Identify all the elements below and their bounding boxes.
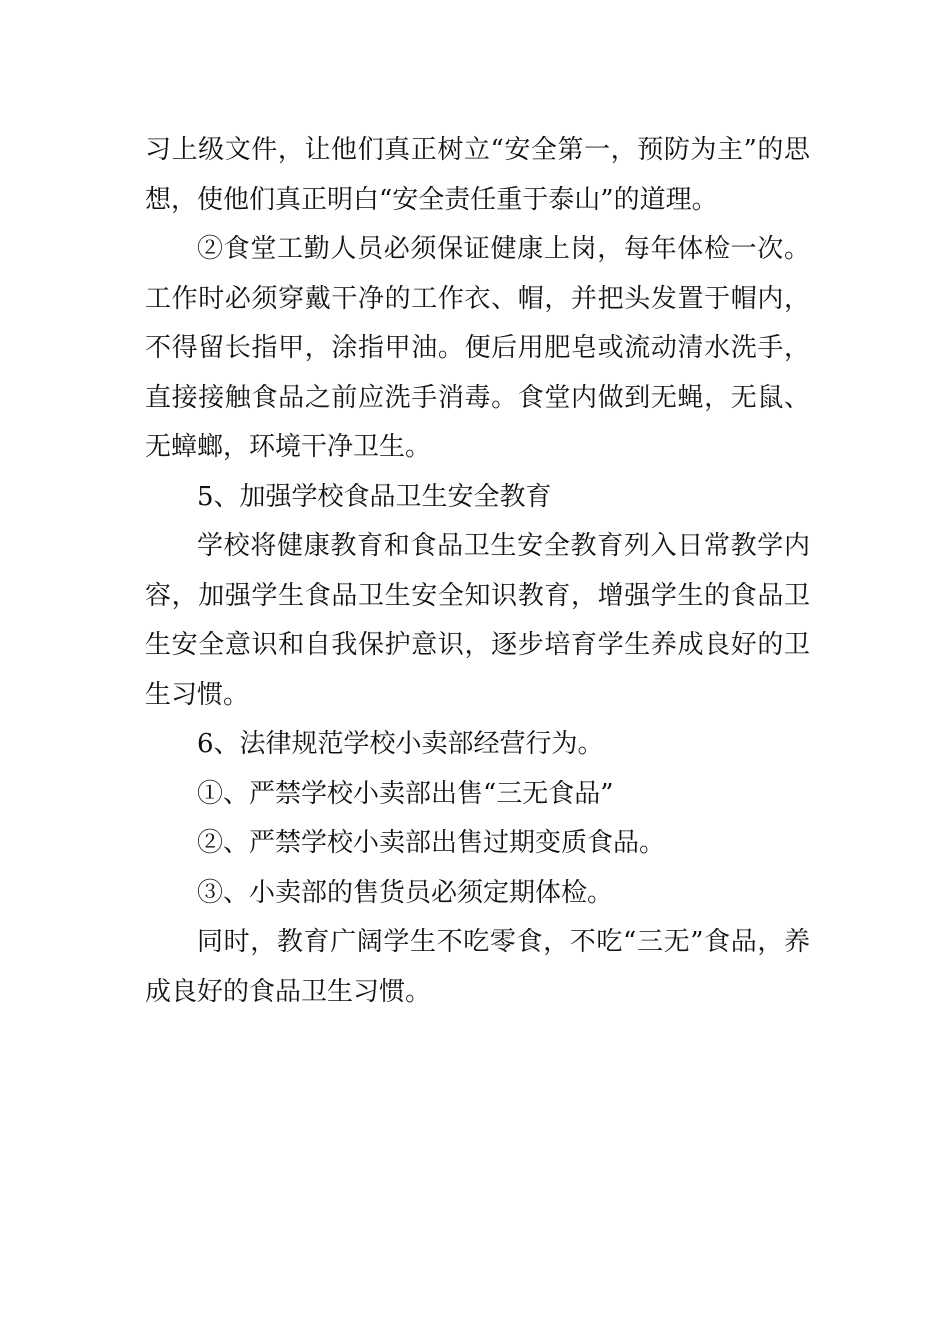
list-item-2: ②、严禁学校小卖部出售过期变质食品。 — [197, 828, 666, 858]
paragraph-continuation: 习上级文件，让他们真正树立“安全第一，预防为主”的思想，使他们真正明白“安全责任重于泰山”的道理。 — [145, 135, 810, 215]
paragraph-canteen-staff: ②食堂工勤人员必须保证健康上岗，每年体检一次。工作时必须穿戴干净的工作衣、帽，并把头发置于帽内，不得留长指甲，涂指甲油。便后用肥皂或流动清水洗手，直接接触食品之前应洗手消毒。食堂内做到无蝇，无鼠、无蟑螂，环境干净卫生。 — [145, 234, 810, 462]
section-heading-6: 6、法律规范学校小卖部经营行为。 — [197, 729, 604, 759]
paragraph-conclusion: 同时，教育广阔学生不吃零食，不吃“三无”食品，养成良好的食品卫生习惯。 — [145, 927, 810, 1007]
paragraph-safety-education: 学校将健康教育和食品卫生安全教育列入日常教学内容，加强学生食品卫生安全知识教育，增强学生的食品卫生安全意识和自我保护意识，逐步培育学生养成良好的卫生习惯。 — [145, 531, 810, 710]
list-item-3: ③、小卖部的售货员必须定期体检。 — [197, 877, 614, 908]
document-body — [145, 126, 810, 1017]
list-item-1: ①、严禁学校小卖部出售“三无食品” — [197, 778, 614, 809]
section-heading-5: 5、加强学校食品卫生安全教育 — [197, 481, 552, 512]
